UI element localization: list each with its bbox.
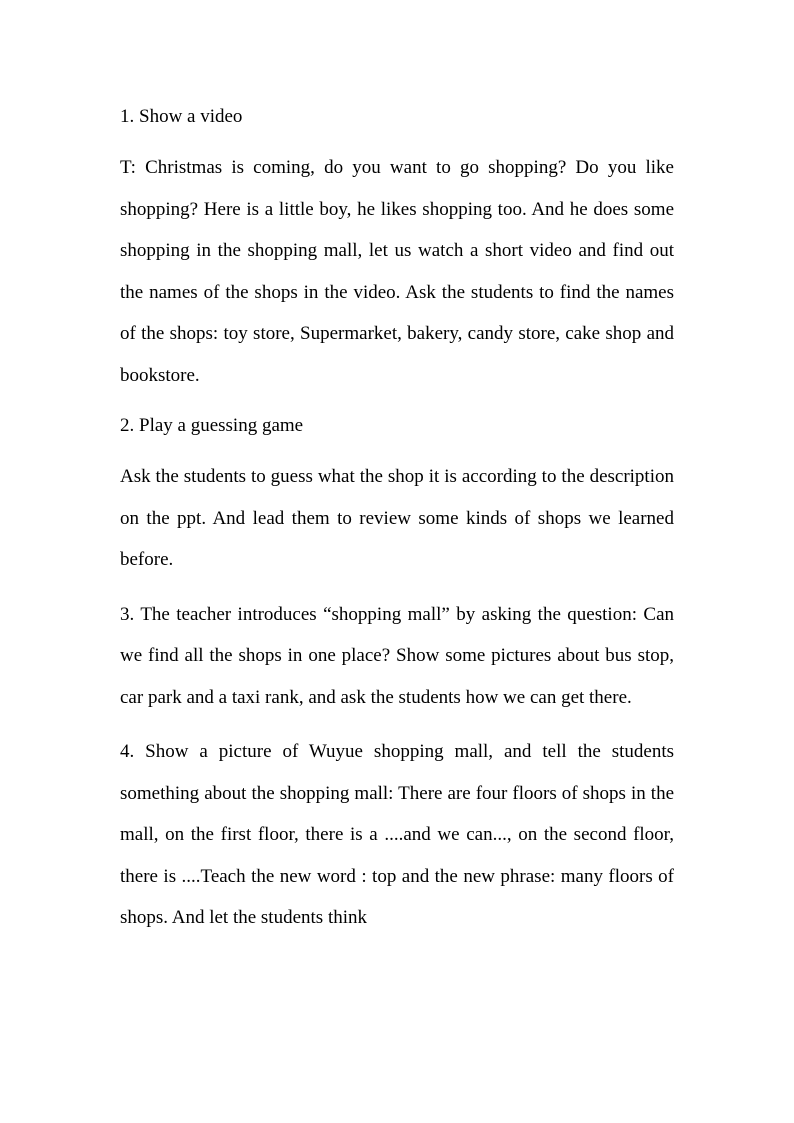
section-4-paragraph: 4. Show a picture of Wuyue shopping mall, and tell the students something about the shopping mall: There are four floors of shops in the mall, on the first floor, there is a ....and we can..., on the second floor, there is ....Teach the new word : top and the new phrase: many floors of shops. And let the students think (120, 741, 674, 928)
section-3-paragraph: 3. The teacher introduces “shopping mall” by asking the question: Can we find all the shops in one place? Show some pictures about bus stop, car park and a taxi rank, and ask the students how we can get there. (120, 603, 674, 708)
document-body (120, 100, 674, 952)
section-1-heading: 1. Show a video (120, 106, 243, 127)
section-2-paragraph: Ask the students to guess what the shop it is according to the description on the ppt. And lead them to review some kinds of shops we learned before. (120, 466, 674, 570)
section-2-heading: 2. Play a guessing game (120, 415, 304, 436)
section-1-paragraph: T: Christmas is coming, do you want to go shopping? Do you like shopping? Here is a little boy, he likes shopping too. And he does some shopping in the shopping mall, let us watch a short video and find out the names of the shops in the video. Ask the students to find the names of the shops: toy store, Supermarket, bakery, candy store, cake shop and bookstore. (120, 157, 674, 386)
